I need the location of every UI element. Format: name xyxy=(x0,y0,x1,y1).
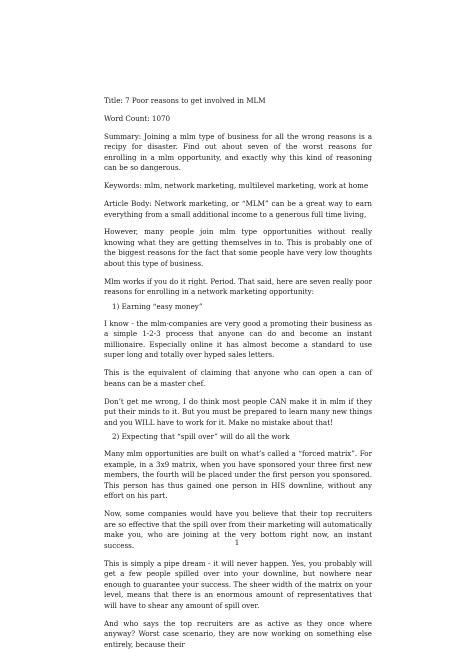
list-item-heading: 1) Earning “easy money” xyxy=(112,302,203,312)
word-count-line: Word Count: 1070 xyxy=(104,113,171,123)
list-item-heading: 2) Expecting that “spill over” will do all the work xyxy=(112,432,290,442)
article-body xyxy=(104,96,372,658)
body-paragraph: Now, some companies would have you believe that their top recruiters are so effective that the spill over from their marketing will automatically make you, who are joining at the very bottom right now, an instant success. xyxy=(104,509,372,550)
body-paragraph: Many mlm opportunities are built on what’s called a “forced matrix”. For example, in a 3x9 matrix, when you have sponsored your three first new members, the fourth will be placed under the first person you sponsored. This person has thus gained one person in HIS downline, without any effort on his part. xyxy=(104,448,372,501)
body-paragraph: This is the equivalent of claiming that anyone who can open a can of beans can be a master chef. xyxy=(104,368,372,388)
title-line: Title: 7 Poor reasons to get involved in MLM xyxy=(104,96,266,105)
page-number: 1 xyxy=(234,538,240,547)
body-paragraph: Don’t get me wrong, I do think most people CAN make it in mlm if they put their minds to it. But you must be prepared to learn many new things and you WILL have to work for it. Make no mistake about that! xyxy=(104,396,372,427)
summary-paragraph: Summary: Joining a mlm type of business for all the wrong reasons is a recipy for disaster. Find out about seven of the worst reasons for enrolling in a mlm opportunity, and exactly why this kind of reasoning can be so dangerous. xyxy=(104,131,372,173)
body-paragraph: I know - the mlm-companies are very good a promoting their business as a simple 1-2-3 process that anyone can do and become an instant millionaire. Especially online it has almost become a standard to use super long and totally over hyped sales letters. xyxy=(104,318,372,360)
keywords-line: Keywords: mlm, network marketing, multilevel marketing, work at home xyxy=(104,181,369,191)
body-paragraph: However, many people join mlm type opportunities without really knowing what they are getting themselves in to. This is probably one of the biggest reasons for the fact that some people have very low thoughts about this type of business. xyxy=(104,227,372,269)
body-paragraph: This is simply a pipe dream - it will never happen. Yes, you probably will get a few people spilled over into your downline, but nowhere near enough to guarantee your success. The sheer width of the matrix on your level, means that there is an enormous amount of representatives that will have to shear any amount of spill over. xyxy=(104,558,372,611)
body-paragraph: And who says the top recruiters are as active as they once where anyway? Worst case scenario, they are now working on something else entirely, because their xyxy=(104,618,372,649)
article-body-intro: Article Body: Network marketing, or “MLM” can be a great way to earn everything from a small additional income to a generous full time living, xyxy=(104,198,372,219)
body-paragraph: Mlm works if you do it right. Period. That said, here are seven really poor reasons for enrolling in a network marketing opportunity: xyxy=(104,276,372,297)
